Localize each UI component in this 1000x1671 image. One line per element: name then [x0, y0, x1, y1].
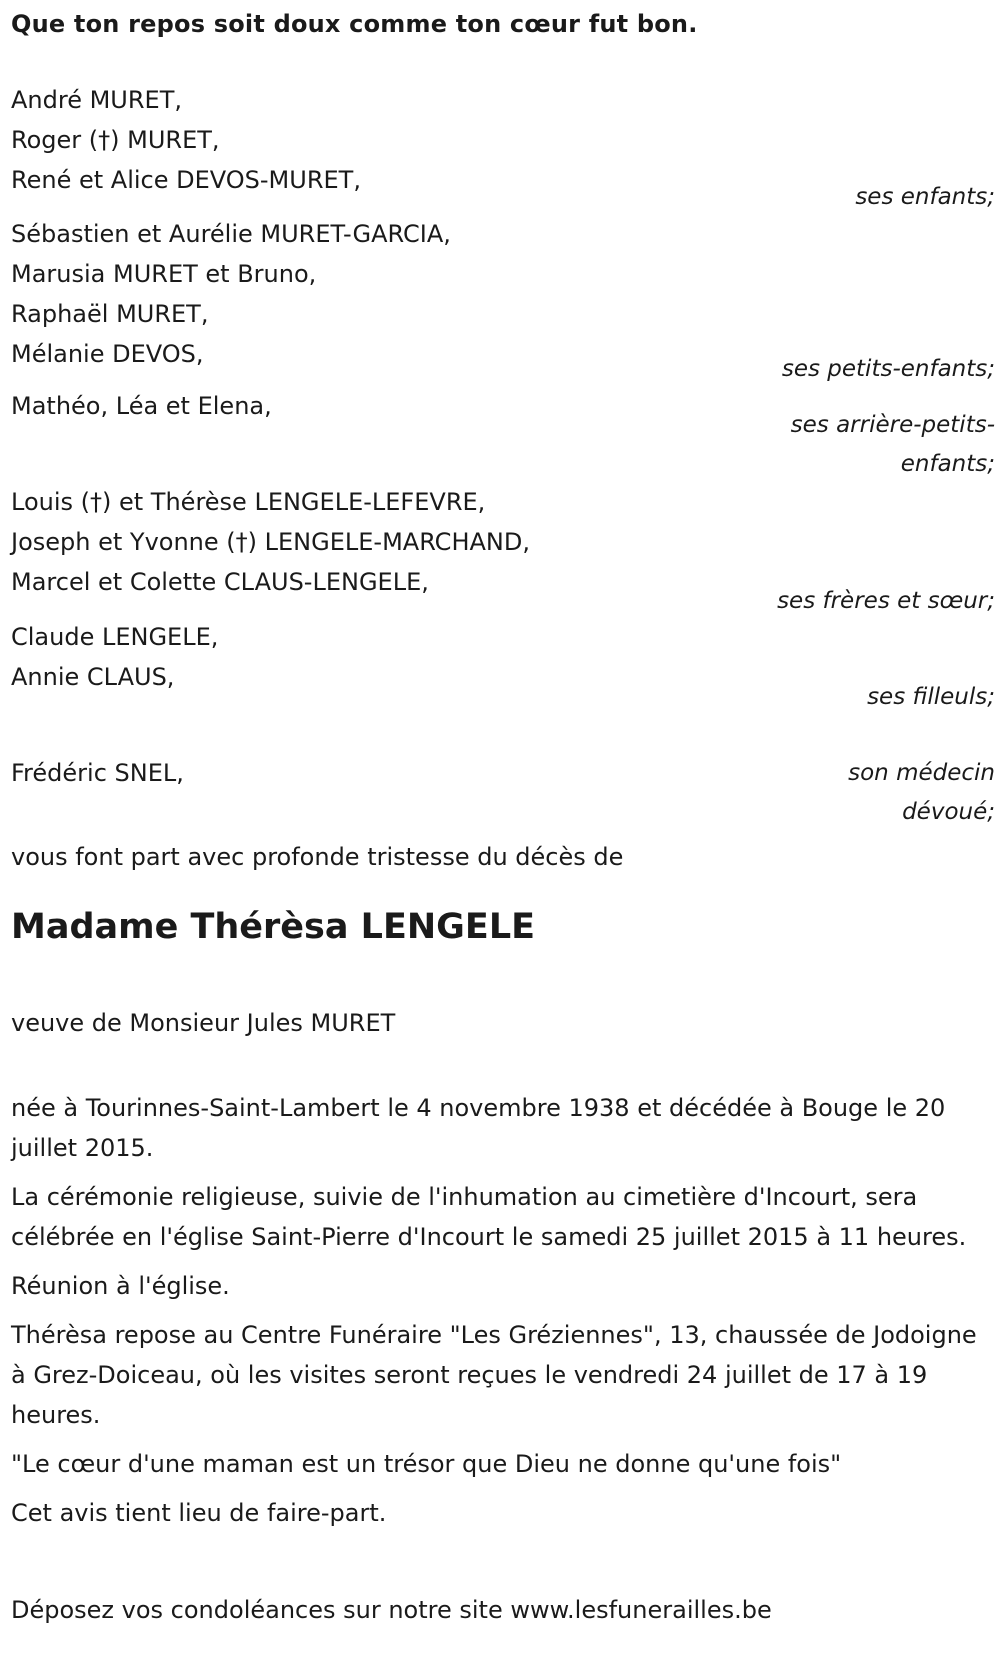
family-group-doctor: [11, 753, 995, 825]
widow-of: veuve de Monsieur Jules MURET: [11, 1009, 396, 1037]
visitation-paragraph: Thérèsa repose au Centre Funéraire "Les Gréziennes", 13, chaussée de Jodoigne à Grez-Doiceau, où les visites seront reçues le vendredi 24 juillet de 17 à 19 heures.: [11, 1321, 977, 1429]
family-name: Annie CLAUS,: [11, 663, 175, 691]
relation-label: ses arrière-petits-enfants;: [790, 412, 995, 477]
family-group-great-grandchildren: [11, 386, 995, 477]
family-name: Mathéo, Léa et Elena,: [11, 392, 272, 420]
family-group-siblings: [11, 482, 995, 614]
family-name: Mélanie DEVOS,: [11, 340, 204, 368]
family-name: René et Alice DEVOS-MURET,: [11, 166, 361, 194]
relation-label: ses filleuls;: [867, 684, 995, 710]
family-name: Marcel et Colette CLAUS-LENGELE,: [11, 568, 429, 596]
announcement-lead: vous font part avec profonde tristesse du décès de: [11, 843, 624, 871]
motto-heading: Que ton repos soit doux comme ton cœur fut bon.: [11, 10, 698, 38]
family-group-godchildren: [11, 617, 995, 710]
condolences-line: Déposez vos condoléances sur notre site www.lesfunerailles.be: [11, 1596, 772, 1624]
meeting-paragraph: Réunion à l'église.: [11, 1272, 230, 1300]
family-name: Frédéric SNEL,: [11, 759, 184, 787]
family-group-grandchildren: [11, 214, 995, 382]
relation-label: ses enfants;: [855, 184, 995, 210]
relation-label: son médecin dévoué;: [848, 760, 995, 825]
ceremony-paragraph: La cérémonie religieuse, suivie de l'inhumation au cimetière d'Incourt, sera célébrée en l'église Saint-Pierre d'Incourt le samedi 25 juillet 2015 à 11 heures.: [11, 1183, 967, 1251]
birth-death-paragraph: née à Tourinnes-Saint-Lambert le 4 novembre 1938 et décédée à Bouge le 20 juillet 2015.: [11, 1094, 946, 1162]
notice-body: [11, 1088, 995, 1542]
family-name: Roger (†) MURET,: [11, 126, 220, 154]
family-name: Raphaël MURET,: [11, 300, 209, 328]
family-group-children: [11, 80, 995, 210]
notice-paragraph: Cet avis tient lieu de faire-part.: [11, 1499, 387, 1527]
family-name: Sébastien et Aurélie MURET-GARCIA,: [11, 220, 451, 248]
relation-label: ses frères et sœur;: [777, 588, 995, 614]
family-name: Joseph et Yvonne (†) LENGELE-MARCHAND,: [11, 528, 530, 556]
deceased-name: Madame Thérèsa LENGELE: [11, 907, 536, 947]
family-name: Marusia MURET et Bruno,: [11, 260, 317, 288]
quote-paragraph: "Le cœur d'une maman est un trésor que Dieu ne donne qu'une fois": [11, 1450, 842, 1478]
family-name: Louis (†) et Thérèse LENGELE-LEFEVRE,: [11, 488, 486, 516]
family-name: André MURET,: [11, 86, 182, 114]
family-name: Claude LENGELE,: [11, 623, 219, 651]
relation-label: ses petits-enfants;: [781, 356, 995, 382]
